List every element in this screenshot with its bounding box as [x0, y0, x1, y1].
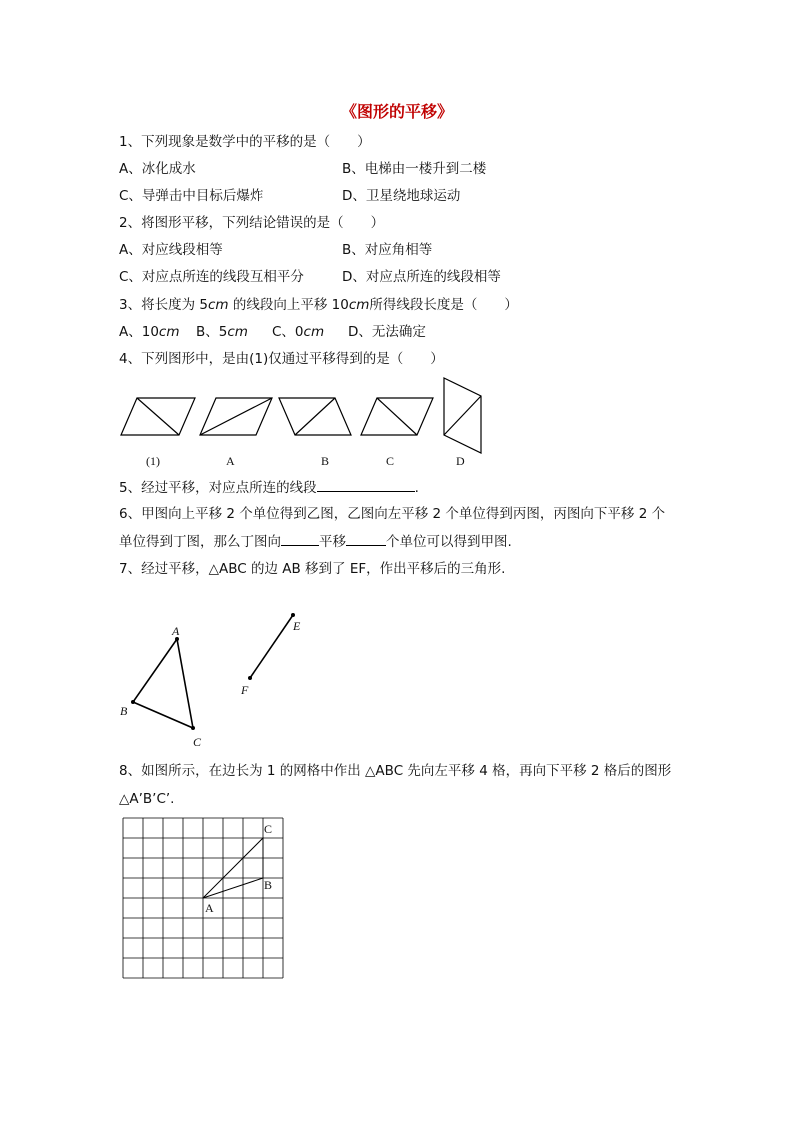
- figure-label-a: A: [226, 454, 235, 468]
- q1-option-b: B、电梯由一楼升到二楼: [342, 161, 487, 177]
- question-8-line1: 8、如图所示，在边长为 1 的网格中作出 △ABC 先向左平移 4 格，再向下平移 2 格后的图形: [119, 763, 672, 779]
- q5-period: .: [414, 480, 419, 496]
- question-8-line2: △A’B’C’.: [119, 791, 175, 807]
- q2-option-a: A、对应线段相等: [119, 242, 223, 258]
- grid-point-c-label: C: [264, 822, 273, 836]
- unit-cm: cm: [227, 324, 248, 340]
- q1-option-c: C、导弹击中目标后爆炸: [119, 188, 264, 204]
- q3-option-a-text: A、10: [119, 324, 159, 340]
- figure-label-d: D: [456, 454, 465, 468]
- q1-option-d: D、卫星绕地球运动: [342, 188, 461, 204]
- q3-stem-part: 的线段向上平移 10: [228, 297, 349, 313]
- point-a-label: A: [172, 624, 180, 638]
- q6-text: 个单位可以得到甲图.: [386, 534, 512, 550]
- unit-cm: cm: [158, 324, 180, 340]
- point-f-label: F: [241, 683, 249, 697]
- page-title: 《图形的平移》: [340, 102, 453, 121]
- figure-label-b: B: [321, 454, 330, 468]
- q2-option-c: C、对应点所连的线段互相平分: [119, 269, 304, 285]
- q1-option-a: A、冰化成水: [119, 161, 196, 177]
- q3-stem-part: 3、将长度为 5: [119, 297, 208, 313]
- unit-cm: cm: [348, 297, 370, 313]
- q2-option-b: B、对应角相等: [342, 242, 433, 258]
- unit-cm: cm: [207, 297, 229, 313]
- unit-cm: cm: [303, 324, 325, 340]
- grid-point-b-label: B: [264, 878, 273, 892]
- q6-text: 平移: [319, 534, 346, 550]
- question-4-stem: 4、下列图形中，是由(1)仅通过平移得到的是（ ）: [119, 351, 444, 367]
- point-b-label: B: [120, 704, 128, 718]
- q3-option-b-text: B、5: [196, 324, 228, 340]
- q3-option-d: D、无法确定: [348, 324, 426, 340]
- triangle-abc-grid: [203, 838, 263, 898]
- q6-text: 单位得到丁图，那么丁图向: [119, 534, 281, 550]
- figure-label-c: C: [386, 454, 395, 468]
- figure-label-1: (1): [146, 454, 160, 468]
- grid-point-a-label: A: [205, 901, 214, 915]
- q3-option-c-text: C、0: [272, 324, 304, 340]
- q3-stem-part: 所得线段长度是（ ）: [369, 297, 518, 313]
- point-c-label: C: [193, 735, 202, 749]
- q2-option-d: D、对应点所连的线段相等: [342, 269, 501, 285]
- question-6-line1: 6、甲图向上平移 2 个单位得到乙图，乙图向左平移 2 个单位得到丙图，丙图向下平移 2 个: [119, 506, 666, 522]
- q5-text: 5、经过平移，对应点所连的线段: [119, 480, 317, 496]
- question-2-stem: 2、将图形平移，下列结论错误的是（ ）: [119, 215, 385, 231]
- question-7-stem: 7、经过平移，△ABC 的边 AB 移到了 EF，作出平移后的三角形.: [119, 561, 506, 577]
- point-e-label: E: [293, 619, 301, 633]
- question-1-stem: 1、下列现象是数学中的平移的是（ ）: [119, 134, 371, 150]
